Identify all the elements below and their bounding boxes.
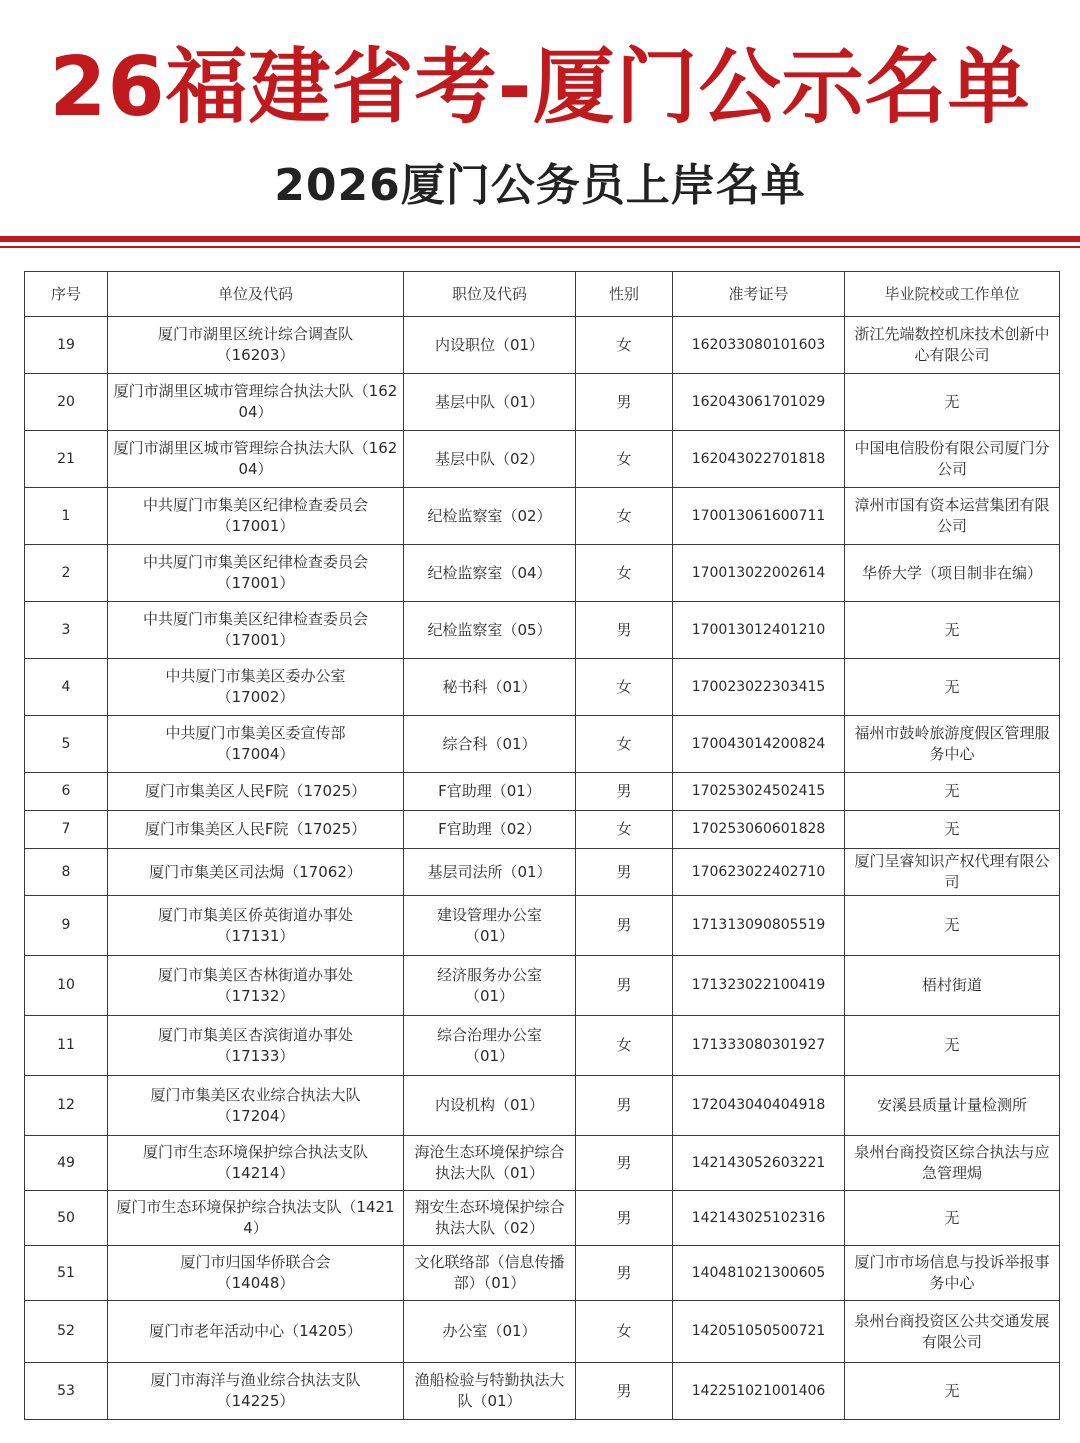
cell-position: 基层司法所（01） [404, 849, 576, 896]
table-row [25, 1363, 1060, 1420]
cell-seq: 7 [25, 811, 108, 849]
cell-school-or-employer: 华侨大学（项目制非在编） [845, 545, 1060, 602]
cell-position: 办公室（01） [404, 1301, 576, 1363]
cell-ticket-number: 171323022100419 [673, 956, 845, 1016]
header-seq: 序号 [25, 272, 108, 317]
cell-ticket-number: 170253024502415 [673, 773, 845, 811]
cell-school-or-employer: 无 [845, 659, 1060, 716]
header-ticket-number: 准考证号 [673, 272, 845, 317]
cell-ticket-number: 172043040404918 [673, 1076, 845, 1136]
table-row [25, 896, 1060, 956]
cell-ticket-number: 140481021300605 [673, 1246, 845, 1301]
cell-seq: 49 [25, 1136, 108, 1191]
cell-unit: 厦门市集美区侨英街道办事处 （17131） [108, 896, 404, 956]
header-school-or-employer: 毕业院校或工作单位 [845, 272, 1060, 317]
cell-school-or-employer: 无 [845, 1191, 1060, 1246]
cell-seq: 52 [25, 1301, 108, 1363]
cell-school-or-employer: 无 [845, 896, 1060, 956]
table-row [25, 849, 1060, 896]
table-row [25, 1016, 1060, 1076]
cell-unit: 厦门市生态环境保护综合执法支队（14214） [108, 1191, 404, 1246]
cell-ticket-number: 162043022701818 [673, 431, 845, 488]
cell-position: 建设管理办公室 （01） [404, 896, 576, 956]
table-row [25, 1076, 1060, 1136]
cell-ticket-number: 170013061600711 [673, 488, 845, 545]
cell-gender: 女 [576, 811, 673, 849]
table-row [25, 374, 1060, 431]
cell-gender: 男 [576, 1191, 673, 1246]
cell-ticket-number: 170043014200824 [673, 716, 845, 773]
cell-position: 基层中队（01） [404, 374, 576, 431]
cell-unit: 中共厦门市集美区纪律检查委员会 （17001） [108, 545, 404, 602]
cell-school-or-employer: 无 [845, 1016, 1060, 1076]
cell-unit: 中共厦门市集美区纪律检查委员会 （17001） [108, 488, 404, 545]
cell-ticket-number: 142251021001406 [673, 1363, 845, 1420]
cell-school-or-employer: 无 [845, 602, 1060, 659]
table-row [25, 811, 1060, 849]
cell-position: 渔船检验与特勤执法大队（01） [404, 1363, 576, 1420]
cell-ticket-number: 170623022402710 [673, 849, 845, 896]
cell-seq: 20 [25, 374, 108, 431]
cell-ticket-number: 171333080301927 [673, 1016, 845, 1076]
cell-school-or-employer: 无 [845, 374, 1060, 431]
page-header [0, 0, 1080, 236]
cell-seq: 21 [25, 431, 108, 488]
cell-school-or-employer: 中国电信股份有限公司厦门分公司 [845, 431, 1060, 488]
cell-school-or-employer: 无 [845, 1363, 1060, 1420]
header-position: 职位及代码 [404, 272, 576, 317]
cell-seq: 5 [25, 716, 108, 773]
cell-ticket-number: 171313090805519 [673, 896, 845, 956]
cell-school-or-employer: 泉州台商投资区综合执法与应急管理焗 [845, 1136, 1060, 1191]
cell-gender: 男 [576, 773, 673, 811]
cell-school-or-employer: 漳州市国有资本运营集团有限公司 [845, 488, 1060, 545]
cell-unit: 厦门市集美区杏林街道办事处 （17132） [108, 956, 404, 1016]
cell-unit: 中共厦门市集美区委宣传部 （17004） [108, 716, 404, 773]
cell-gender: 男 [576, 956, 673, 1016]
cell-school-or-employer: 安溪县质量计量检测所 [845, 1076, 1060, 1136]
table-row [25, 773, 1060, 811]
page-title: 26福建省考-厦门公示名单 [49, 40, 1031, 135]
cell-ticket-number: 170013012401210 [673, 602, 845, 659]
cell-seq: 4 [25, 659, 108, 716]
cell-position: 文化联络部（信息传播部）（01） [404, 1246, 576, 1301]
cell-position: F官助理（01） [404, 773, 576, 811]
cell-unit: 厦门市集美区人民F院（17025） [108, 773, 404, 811]
cell-gender: 男 [576, 374, 673, 431]
cell-gender: 女 [576, 716, 673, 773]
cell-ticket-number: 170013022002614 [673, 545, 845, 602]
cell-school-or-employer: 无 [845, 811, 1060, 849]
cell-unit: 厦门市集美区农业综合执法大队 （17204） [108, 1076, 404, 1136]
candidate-table [24, 271, 1060, 1420]
cell-gender: 男 [576, 896, 673, 956]
table-row [25, 716, 1060, 773]
cell-seq: 12 [25, 1076, 108, 1136]
table-row [25, 1301, 1060, 1363]
cell-seq: 51 [25, 1246, 108, 1301]
cell-ticket-number: 162043061701029 [673, 374, 845, 431]
cell-gender: 男 [576, 849, 673, 896]
cell-school-or-employer: 福州市鼓岭旅游度假区管理服务中心 [845, 716, 1060, 773]
table-row [25, 602, 1060, 659]
header-gender: 性别 [576, 272, 673, 317]
cell-unit: 厦门市集美区人民F院（17025） [108, 811, 404, 849]
cell-gender: 男 [576, 1363, 673, 1420]
cell-gender: 女 [576, 431, 673, 488]
table-row [25, 431, 1060, 488]
cell-gender: 男 [576, 1136, 673, 1191]
cell-school-or-employer: 泉州台商投资区公共交通发展有限公司 [845, 1301, 1060, 1363]
cell-seq: 6 [25, 773, 108, 811]
cell-gender: 女 [576, 659, 673, 716]
cell-unit: 厦门市归国华侨联合会 （14048） [108, 1246, 404, 1301]
cell-unit: 厦门市湖里区统计综合调查队 （16203） [108, 317, 404, 374]
table-row [25, 956, 1060, 1016]
table-row [25, 1191, 1060, 1246]
cell-position: 内设职位（01） [404, 317, 576, 374]
cell-ticket-number: 170253060601828 [673, 811, 845, 849]
cell-gender: 女 [576, 317, 673, 374]
cell-unit: 厦门市湖里区城市管理综合执法大队（16204） [108, 374, 404, 431]
cell-unit: 厦门市湖里区城市管理综合执法大队（16204） [108, 431, 404, 488]
cell-seq: 11 [25, 1016, 108, 1076]
cell-seq: 8 [25, 849, 108, 896]
table-row [25, 1246, 1060, 1301]
cell-gender: 男 [576, 1076, 673, 1136]
cell-ticket-number: 162033080101603 [673, 317, 845, 374]
cell-position: F官助理（02） [404, 811, 576, 849]
cell-seq: 9 [25, 896, 108, 956]
cell-gender: 男 [576, 602, 673, 659]
table-row [25, 659, 1060, 716]
cell-unit: 厦门市生态环境保护综合执法支队 （14214） [108, 1136, 404, 1191]
cell-seq: 50 [25, 1191, 108, 1246]
table-body [25, 317, 1060, 1420]
cell-seq: 10 [25, 956, 108, 1016]
cell-school-or-employer: 厦门市市场信息与投诉举报事务中心 [845, 1246, 1060, 1301]
table-row [25, 545, 1060, 602]
cell-ticket-number: 142143025102316 [673, 1191, 845, 1246]
cell-position: 综合科（01） [404, 716, 576, 773]
cell-gender: 女 [576, 1301, 673, 1363]
cell-unit: 中共厦门市集美区委办公室 （17002） [108, 659, 404, 716]
cell-position: 纪检监察室（05） [404, 602, 576, 659]
header-divider-thin [0, 246, 1080, 248]
cell-position: 纪检监察室（04） [404, 545, 576, 602]
cell-school-or-employer: 浙江先端数控机床技术创新中心有限公司 [845, 317, 1060, 374]
cell-position: 基层中队（02） [404, 431, 576, 488]
table-row [25, 317, 1060, 374]
cell-gender: 女 [576, 1016, 673, 1076]
cell-position: 内设机构（01） [404, 1076, 576, 1136]
cell-position: 翔安生态环境保护综合执法大队（02） [404, 1191, 576, 1246]
cell-position: 纪检监察室（02） [404, 488, 576, 545]
cell-seq: 19 [25, 317, 108, 374]
cell-seq: 1 [25, 488, 108, 545]
cell-gender: 女 [576, 545, 673, 602]
cell-unit: 厦门市集美区杏滨街道办事处 （17133） [108, 1016, 404, 1076]
cell-position: 综合治理办公室 （01） [404, 1016, 576, 1076]
cell-seq: 53 [25, 1363, 108, 1420]
header-unit: 单位及代码 [108, 272, 404, 317]
cell-position: 海沧生态环境保护综合执法大队（01） [404, 1136, 576, 1191]
cell-gender: 女 [576, 488, 673, 545]
cell-unit: 厦门市海洋与渔业综合执法支队 （14225） [108, 1363, 404, 1420]
cell-position: 秘书科（01） [404, 659, 576, 716]
cell-unit: 中共厦门市集美区纪律检查委员会 （17001） [108, 602, 404, 659]
cell-school-or-employer: 梧村街道 [845, 956, 1060, 1016]
table-row [25, 1136, 1060, 1191]
cell-seq: 3 [25, 602, 108, 659]
cell-school-or-employer: 无 [845, 773, 1060, 811]
cell-gender: 男 [576, 1246, 673, 1301]
cell-ticket-number: 142051050500721 [673, 1301, 845, 1363]
cell-position: 经济服务办公室 （01） [404, 956, 576, 1016]
cell-ticket-number: 142143052603221 [673, 1136, 845, 1191]
table-header-row [25, 272, 1060, 317]
table-row [25, 488, 1060, 545]
header-divider-thick [0, 236, 1080, 242]
page-subtitle: 2026厦门公务员上岸名单 [274, 160, 806, 211]
cell-unit: 厦门市集美区司法焗（17062） [108, 849, 404, 896]
cell-school-or-employer: 厦门呈睿知识产权代理有限公司 [845, 849, 1060, 896]
cell-ticket-number: 170023022303415 [673, 659, 845, 716]
cell-seq: 2 [25, 545, 108, 602]
cell-unit: 厦门市老年活动中心（14205） [108, 1301, 404, 1363]
